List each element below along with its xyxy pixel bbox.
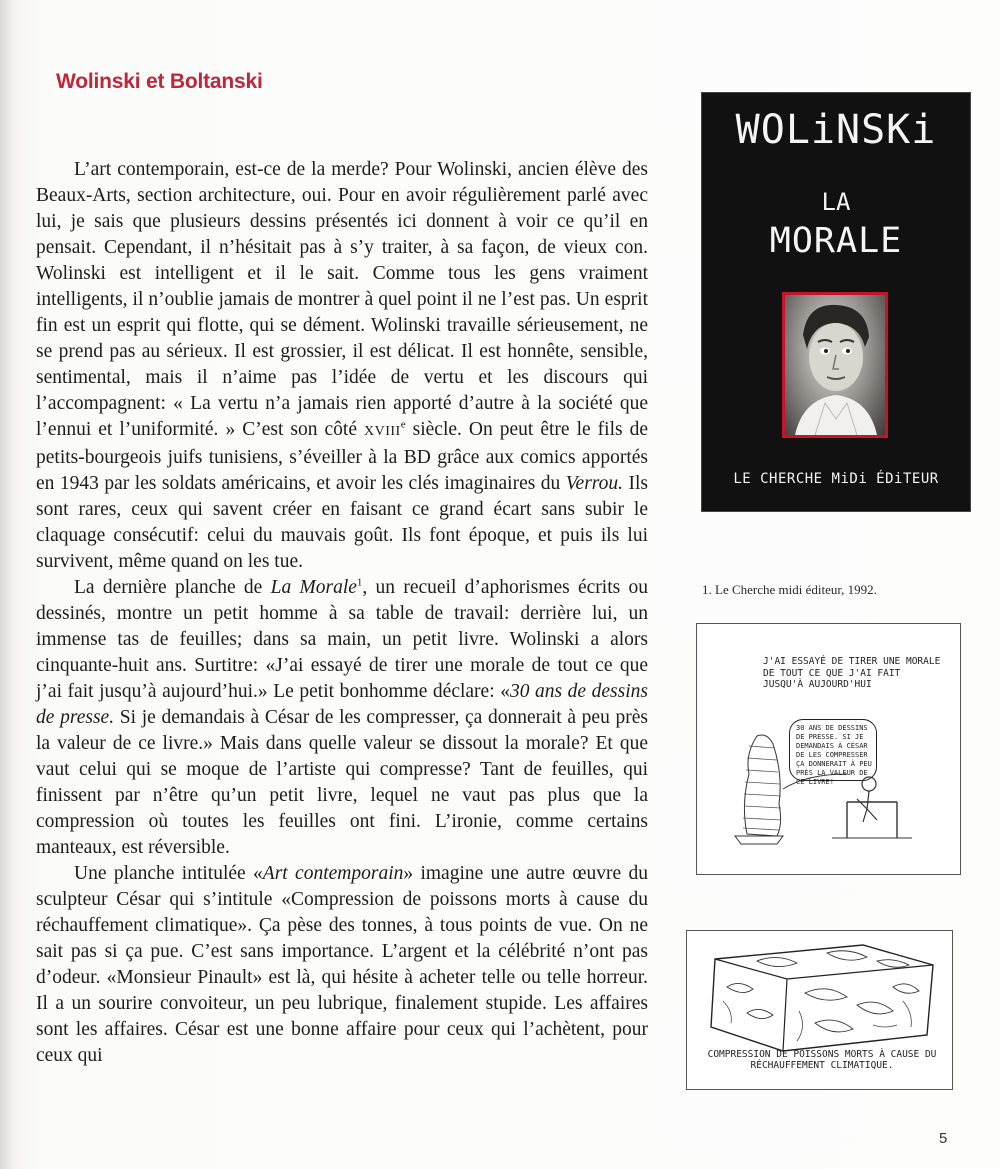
figure-caption: 1. Le Cherche midi éditeur, 1992. [702, 582, 877, 597]
paragraph-2 [36, 575, 648, 861]
italic-title: Verrou. [565, 473, 624, 494]
italic-quote: 30 ans de dessins de presse. [36, 681, 648, 728]
text-run: L’art contemporain, est-ce de la merde? Pour Wolinski, ancien élève des Beaux-Arts, section architecture, oui. Pour en avoir régulièrement parlé avec lui, je sais que plusieurs dessins présentés ici donnent à voir ce qu’il en pensait. Cependant, il n’hésitait pas à s’y traiter, à sa façon, de vieux con. Wolinski est intelligent et il le sait. Comme tous les gens vraiment intelligents, il n’oublie jamais de montrer à quel point il ne l’est pas. Un esprit fin est un esprit qui flotte, qui se dément. Wolinski travaille sérieusement, ne se prend pas au sérieux. Il est grossier, il est délicat. Il est honnête, sensible, sentimental, mais il n’aime pas l’idée de vertu et les discours qui l’accompagnent: « La vertu n’a jamais rien apporté d’autre à la société que l’ennui et l’uniformité. » C’est son côté [36, 159, 648, 440]
cartoon-caption: COMPRESSION DE POISSONS MORTS À CAUSE DU RÉCHAUFFEMENT CLIMATIQUE. [707, 1049, 937, 1071]
text-run: Une planche intitulée « [74, 863, 263, 884]
author-photo-frame [782, 292, 888, 438]
body-text [36, 157, 648, 1069]
cartoon-morale-drawing [696, 623, 961, 875]
footnote-ref[interactable]: 1 [356, 576, 363, 589]
italic-title: La Morale [270, 577, 357, 598]
text-run: Si je demandais à César de les compresser, ça donnerait à peu près la valeur de ce livre.» Mais dans quelle valeur se dissout la morale? Et que vaut celui qui se moque de l’artiste qui compresse? Tant de feuilles, qui finissent par n’être qu’un petit livre, lequel ne vaut pas plus que la compression où toutes les feuilles ont fini. L’ironie, comme certains manteaux, est réversible. [36, 707, 648, 858]
page-number: 5 [939, 1130, 948, 1147]
paragraph-1 [36, 157, 648, 575]
century-numeral: XVIII [364, 424, 401, 439]
text-run: , un recueil d’aphorismes écrits ou dessinés, montre un petit homme à sa table de travail: derrière lui, un immense tas de feuilles; dans sa main, un petit livre. Wolinski a alors cinquante-huit ans. Surtitre: «J’ai essayé de tirer une morale de tout ce que j’ai fait jusqu’à aujourd’hui.» Le petit bonhomme déclare: « [36, 577, 648, 702]
paragraph-3 [36, 861, 648, 1069]
cover-article: LA [821, 188, 851, 216]
cover-title: MORALE [769, 221, 903, 261]
speech-bubble-text: 30 ANS DE DESSINS DE PRESSE. SI JE DEMANDAIS À CÉSAR DE LES COMPRESSER ÇA DONNERAIT À PEU PRÈS LA VALEUR DE CE LIVRE! [796, 724, 872, 786]
text-run: Ils sont rares, ceux qui savent créer en faisant ce grand écart sans subir le claquage consécutif: celui du mauvais goût. Ils font époque, et puis ils lui survivent, même quand on les tue. [36, 473, 649, 572]
portrait-illustration [785, 295, 885, 435]
section-title: Wolinski et Boltanski [56, 70, 263, 93]
cartoon-surtitle: J'AI ESSAYÉ DE TIRER UNE MORALE DE TOUT CE QUE J'AI FAIT JUSQU'À AUJOURD'HUI [763, 656, 941, 690]
cover-publisher: LE CHERCHE MiDi ÉDiTEUR [733, 471, 939, 487]
cover-author: WOLiNSKi [735, 107, 937, 153]
italic-title: Art contemporain [262, 863, 404, 884]
desk-and-paper-pile-drawing [697, 624, 960, 874]
text-run: siècle. On peut être le fils de petits-bourgeois juifs tunisiens, s’éveiller à la BD grâce aux comics apportés en 1943 par les soldats américains, et avoir les clés imaginaires du [36, 419, 648, 494]
author-photo [785, 295, 885, 435]
text-run: La dernière planche de [74, 577, 263, 598]
century-suffix: e [400, 418, 406, 431]
cartoon-compression-drawing [686, 930, 953, 1090]
text-run: » imagine une autre œuvre du sculpteur César qui s’intitule «Compression de poissons morts à cause du réchauffement climatique». Ça pèse des tonnes, à tous points de vue. On ne sait pas si ça pue. C’est sans importance. L’argent et la célébrité n’ont pas d’odeur. «Monsieur Pinault» est là, qui hésite à acheter telle ou telle horreur. Il a un sourire convoiteur, un peu lubrique, finalement stupide. Les affaires sont les affaires. César est une bonne affaire pour ceux qui l’achètent, pour ceux qui [36, 863, 648, 1066]
book-cover-image [702, 93, 970, 511]
